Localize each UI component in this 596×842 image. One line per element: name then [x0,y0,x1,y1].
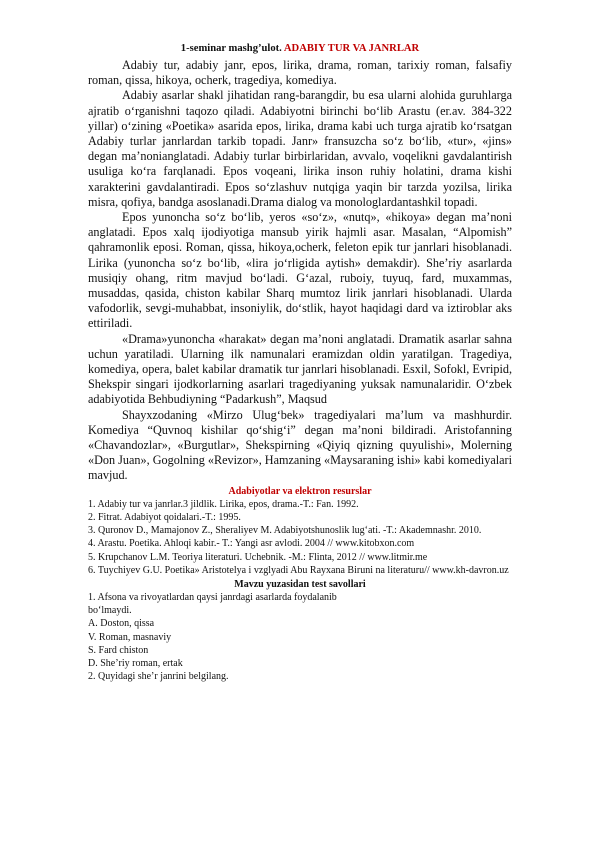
test-question-cont: bo‘lmaydi. [88,605,132,617]
test-question: 1. Afsona va rivoyatlardan qaysi janrdagi asarlarda foydalanib [88,591,337,603]
reference-item: 1. Adabiy tur va janrlar.3 jildlik. Lirika, epos, drama.-T.: Fan. 1992. [88,498,359,510]
paragraph-keywords: Adabiy tur, adabiy janr, epos, lirika, drama, roman, tarixiy roman, falsafiy roman, qissa, hikoya, ocherk, tragediya, komediya. [88,58,512,88]
paragraph-intro: Adabiy asarlar shakl jihatidan rang-barangdir, bu esa ularni alohida guruhlarga ajratib o‘rganishni taqozo qiladi. Adabiyotni birinchi bo‘lib Arastu (er.av. 384-322 yillar) o‘zining «Poetika» asarida epos, lirika, drama kabi uch turga ajratib ko‘rsatgan Adabiy turlar janrlardan tarkib topadi. Janr» fransuzcha so‘z bo‘lib, «tur», «jins» degan ma’nonianglatadi. Adabiy turlar birbirlaridan, avvalo, voqelikni gavdalantirish usuliga ko‘ra farqlanadi. Epos voqeani, lirika inson ruhiy holatini, drama kishi xarakterini gavdalantiradi. Epos so‘zlashuv nutqiga yaqin bir tarzda yozilsa, lirika misra, qofiya, bandga asoslanadi.Drama dialog va monologlardantashkil topadi. [88,88,512,209]
document-title [88,42,512,56]
title-topic: ADABIY TUR VA JANRLAR [283,43,420,54]
reference-item: 6. Tuychiyev G.U. Poetika» Aristotelya i vzglyadi Abu Rayxana Biruni na literaturu// www.kh-davron.uz [88,564,509,576]
test-option: A. Doston, qissa [88,618,155,630]
test-option: V. Roman, masnaviy [88,631,172,643]
reference-item: 5. Krupchanov L.M. Teoriya literaturi. Uchebnik. -M.: Flinta, 2012 // www.litmir.me [88,551,428,563]
reference-item: 4. Arastu. Poetika. Ahloqi kabir.- T.: Yangi asr avlodi. 2004 // www.kitobxon.com [88,538,415,550]
test-option: S. Fard chiston [88,644,149,656]
paragraph-drama: «Drama»yunoncha «harakat» degan ma’noni anglatadi. Dramatik asarlar sahna uchun yaratiladi. Ularning ilk namunalari eramizdan oldin yaratilgan. Tragediya, komediya, opera, balet kabilar dramatik tur janrlari hisoblanadi. Esxil, Sofokl, Evripid, Shekspir singari ijodkorlarning asarlari tragediyaning yuksak namunalaridir. O‘zbek adabiyotida Behbudiyning “Padarkush”, Maqsud [88,331,512,407]
title-prefix: 1-seminar mashg’ulot. [180,43,284,54]
test-question: 2. Quyidagi she’r janrini belgilang. [88,671,229,683]
reference-item: 3. Quronov D., Mamajonov Z., Sheraliyev M. Adabiyotshunoslik lug‘ati. -T.: Akademnashr. 2010. [88,525,482,537]
test-heading: Mavzu yuzasidan test savollari [234,578,366,590]
test-option: D. She’riy roman, ertak [88,657,183,669]
reference-item: 2. Fitrat. Adabiyot qoidalari.-T.: 1995. [88,511,241,523]
paragraph-epos: Epos yunoncha so‘z bo‘lib, yeros «so‘z», «nutq», «hikoya» degan ma’noni anglatadi. Epos xalq ijodiyotiga mansub yirik hajmli asar. Masalan, “Alpomish” qahramonlik eposi. Roman, qissa, hikoya,ocherk, feleton epik tur janrlari hisoblanadi. Lirika (yunoncha so‘z bo‘lib, «lira jo‘rligida aytish» demakdir). She’riy asarlarda musiqiy ohang, ritm mavjud bo‘ladi. G‘azal, ruboiy, tuyuq, fard, muxammas, musaddas, qasida, chiston kabilar Sharq mumtoz lirik janrlari hisoblanadi. Ularda vafodorlik, sevgi-muhabbat, insoniylik, do‘stlik, hayot haqidagi dard va iztiroblar aks ettiriladi. [88,210,512,331]
document-page [88,42,512,683]
paragraph-comedy: Shayxzodaning «Mirzo Ulug‘bek» tragediyalari ma’lum va mashhurdir. Komediya “Quvnoq kishilar qo‘shig‘i” degan ma’noni bildiradi. Aristofanning «Chavandozlar», «Burgutlar», Shekspirning «Qiyiq qizning quyulishi», Molerning «Don Juan», Gogolning «Revizor», Hamzaning «Maysaraning ishi» kabi komediyalari mavjud. [88,407,512,483]
references-heading: Adabiyotlar va elektron resurslar [228,485,372,497]
